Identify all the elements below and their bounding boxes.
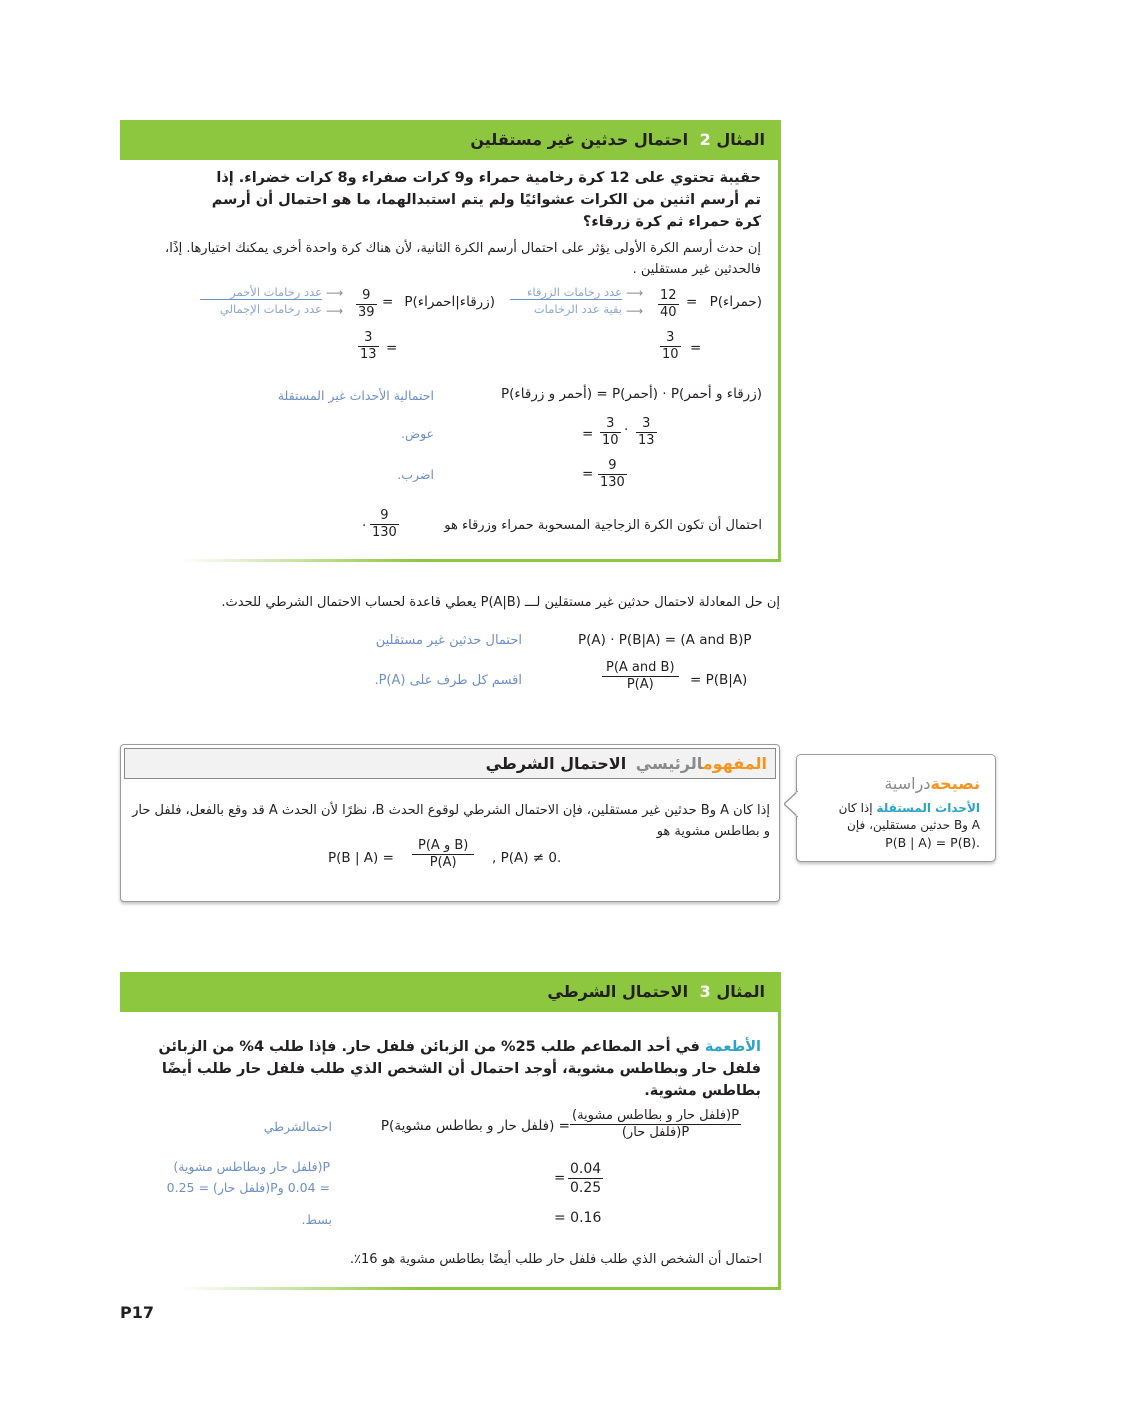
example-3-header: [120, 972, 781, 1012]
mult-den: 130: [600, 475, 625, 490]
p-red-simpl-num: 3: [660, 330, 681, 347]
conclusion-fraction: [370, 508, 399, 541]
study-tip-line-2: A وB حدثين مستقلين، فإن: [847, 818, 980, 832]
example-title-text: احتمال حدثين غير مستقلين: [470, 130, 689, 149]
equals-sign: =: [554, 1170, 566, 1186]
mult-fraction: [598, 458, 627, 491]
p-red-fraction: [658, 288, 679, 321]
multiply-note: اضرب.: [397, 467, 434, 482]
sub-fraction-2: [636, 416, 657, 449]
study-tip-subtitle: الأحداث المستقلة: [876, 801, 980, 815]
example-2-right-border: [778, 160, 781, 562]
equals-sign: =: [690, 340, 702, 356]
p-blue-den: 39: [358, 305, 375, 320]
example-3-result: = 0.16: [554, 1210, 602, 1226]
p-red-num: 12: [660, 288, 677, 303]
dot-operator: ·: [624, 422, 629, 438]
p-red-simpl-den: 10: [662, 347, 679, 362]
example-label: المثال: [716, 130, 765, 149]
conclusion-num: 9: [370, 508, 399, 525]
study-tip-if: إذا كان: [838, 801, 873, 815]
equals-sign: =: [382, 294, 394, 310]
p-blue-simpl-den: 13: [360, 347, 377, 362]
study-tip-word-1: نصيحة: [930, 774, 980, 793]
key-concept-word-3: الاحتمال الشرطي: [485, 754, 627, 773]
equals-sign: =: [686, 294, 698, 310]
key-concept-condition: , P(A) ≠ 0.: [492, 850, 562, 866]
sub-f2-den: 13: [638, 433, 655, 448]
derivation-num: P(A and B): [602, 660, 679, 677]
example-3-question: [128, 1036, 761, 1102]
example-3-num: P(فلفل حار و بطاطس مشوية): [572, 1108, 740, 1123]
key-concept-word-1: المفهوم: [702, 754, 767, 773]
p-red-label: P(حمراء): [709, 294, 762, 310]
study-tip-title: [806, 774, 980, 793]
sub-f1-den: 10: [602, 433, 619, 448]
p-red-simplified: [660, 330, 681, 363]
example-title-text: الاحتمال الشرطي: [547, 982, 689, 1001]
example-3-lhs: P(فلفل حار و بطاطس مشوية) =: [380, 1118, 570, 1134]
example-2-title: [470, 130, 765, 149]
dependent-formula-note: احتمالية الأحداث غير المستقلة: [277, 388, 434, 403]
example-3-title: [547, 982, 765, 1001]
key-concept-num: P(A و B): [412, 838, 474, 855]
p-blue-simplified: [358, 330, 379, 363]
period: .: [362, 514, 367, 530]
conclusion-den: 130: [372, 525, 397, 540]
example-2-header: [120, 120, 781, 160]
derivation-den: P(A): [626, 677, 654, 692]
sub-f1-num: 3: [600, 416, 621, 433]
example-2-conclusion: احتمال أن تكون الكرة الزجاجية المسحوبة حمراء وزرقاء هو: [444, 518, 762, 533]
mult-num: 9: [598, 458, 627, 475]
p-blue-fraction: [356, 288, 377, 321]
sub-decimal-den: 0.25: [570, 1180, 602, 1196]
example-label: المثال: [716, 982, 765, 1001]
p-red-den: 40: [660, 305, 677, 320]
dependent-formula: P(أحمر و زرقاء) = P(أحمر) · P(زرقاء و أحمر): [500, 386, 762, 402]
example-2-question: حقيبة تحتوي على 12 كرة رخامية حمراء و9 كرات صفراء و8 كرات خضراء. إذا تم أرسم اثنين من الكرات عشوائيًا ولم يتم استبدالهما، ما هو احتمال أن أرسم كرة حمراء ثم كرة زرقاء؟: [211, 170, 761, 230]
simplify-note: بسط.: [301, 1212, 332, 1227]
p-blue-annotation-num: عدد رخامات الأحمر: [200, 285, 322, 300]
derivation-note-2: اقسم كل طرف على P(A).: [374, 673, 522, 688]
key-concept-word-2: الرئيسي: [635, 754, 703, 773]
equals-sign: =: [582, 466, 594, 482]
substitute-note-line-1: P(فلفل حار وبطاطس مشوية): [173, 1159, 330, 1174]
p-blue-simpl-num: 3: [358, 330, 379, 347]
page-number: P17: [120, 1303, 154, 1322]
substitute-note: عوض.: [400, 426, 434, 441]
example-2-explanation: إن حدث أرسم الكرة الأولى يؤثر على احتمال أرسم الكرة الثانية، لأن هناك كرة واحدة أخرى يمكنك اختيارها. إذًا، فالحدثين غير مستقلين .: [165, 241, 761, 277]
derivation-fraction: [602, 660, 679, 693]
example-number: 2: [699, 130, 711, 149]
example-3-right-border: [778, 1012, 781, 1290]
p-blue-num: 9: [356, 288, 377, 305]
key-concept-title: [486, 754, 767, 773]
key-concept-lhs: P(B | A) =: [328, 850, 394, 866]
derivation-intro: إن حل المعادلة لاحتمال حدثين غير مستقلين لـــ P(A|B) يعطي قاعدة لحساب الاحتمال الشرطي للحدث.: [221, 595, 780, 610]
p-blue-annotation-den: عدد رخامات الإجمالي: [219, 302, 322, 316]
sub-decimal-num: 0.04: [570, 1161, 602, 1177]
p-blue-arrows: ⟶ ⟶: [326, 286, 344, 318]
example-number: 3: [699, 982, 711, 1001]
example-2-bottom-border: [180, 559, 781, 562]
study-tip-line-3: P(B | A) = P(B).: [885, 835, 980, 850]
example-3-fraction: [570, 1108, 741, 1141]
example-3-bottom-border: [180, 1287, 781, 1290]
example-3-den: P(فلفل حار): [621, 1125, 690, 1140]
sub-f2-num: 3: [636, 416, 657, 433]
example-3-keyword: الأطعمة: [704, 1039, 761, 1055]
derivation-line-1: P(A) · P(B|A) = (A and B)P: [578, 632, 752, 648]
study-tip-line-1: [806, 801, 980, 815]
derivation-rhs: = P(B|A): [690, 672, 748, 688]
key-concept-header: [124, 748, 776, 779]
key-concept-body: إذا كان A وB حدثين غير مستقلين، فإن الاحتمال الشرطي لوقوع الحدث B، نظرًا لأن الحدث A قد وقع بالفعل، فلفل حار و بطاطس مشوية هو: [132, 803, 770, 839]
p-red-annotation-num: عدد رخامات الزرقاء: [510, 285, 622, 300]
derivation-note-1: احتمال حدثين غير مستقلين: [375, 633, 522, 648]
sub-fraction-1: [600, 416, 621, 449]
p-blue-label: P(زرقاء|احمراء): [404, 294, 495, 310]
example-3-question-text: في أحد المطاعم طلب 25% من الزبائن فلفل حار. فإذا طلب 4% من الزبائن فلفل حار وبطاطس مشوية، أوجد احتمال أن الشخص الذي طلب فلفل حار طلب أيضًا بطاطس مشوية.: [158, 1039, 761, 1099]
study-tip-word-2: دراسية: [884, 774, 931, 793]
sub-decimal-fraction: [568, 1160, 603, 1197]
key-concept-den: P(A): [429, 855, 457, 870]
p-red-arrows: ⟶ ⟶: [626, 286, 644, 318]
p-red-annotation-den: بقية عدد الرخامات: [533, 302, 622, 316]
equals-sign: =: [582, 426, 594, 442]
substitute-note-line-2: = 0.04 وP(فلفل حار) = 0.25: [166, 1180, 330, 1195]
tip-pointer: [784, 791, 798, 817]
equals-sign: =: [386, 340, 398, 356]
example-3-conclusion: احتمال أن الشخص الذي طلب فلفل حار طلب أيضًا بطاطس مشوية هو 16٪.: [349, 1252, 762, 1267]
key-concept-fraction: [412, 838, 474, 871]
conditional-note: احتمالشرطي: [263, 1119, 332, 1134]
